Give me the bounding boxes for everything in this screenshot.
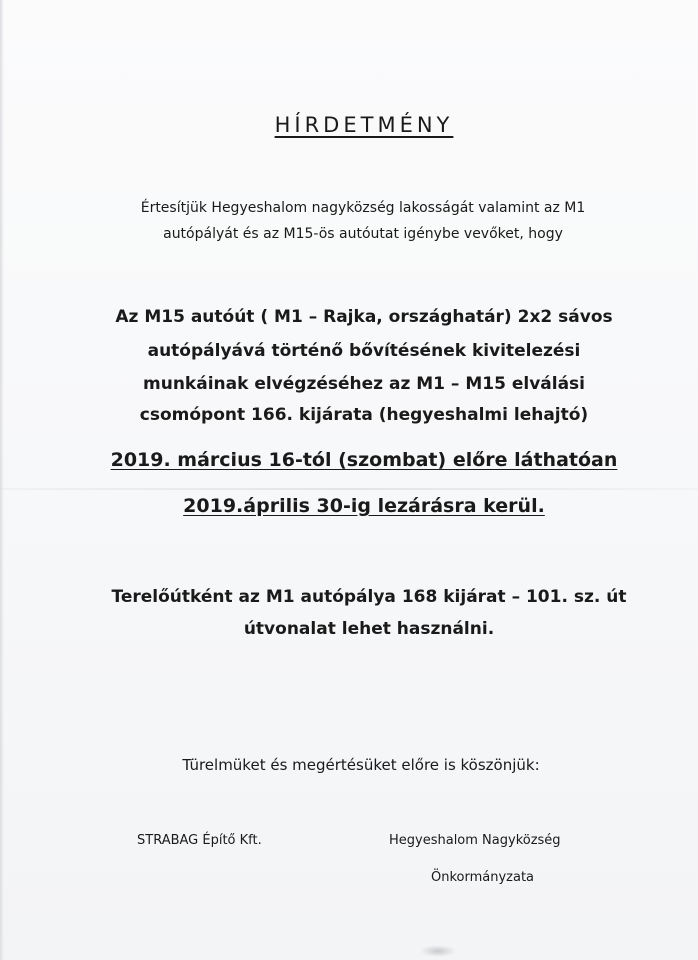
thanks-line: Türelmüket és megértésüket előre is köszönjük: [182,756,540,774]
intro-line-1: Értesítjük Hegyeshalom nagyközség lakosságát valamint az M1 [140,200,586,216]
body-line-4: csomópont 166. kijárata (hegyeshalmi lehajtó) [139,405,589,425]
notice-title: HÍRDETMÉNY [274,113,454,137]
body-line-2: autópályává történő bővítésének kivitelezési [147,341,581,361]
detour-line-2: útvonalat lehet használni. [243,619,495,639]
closure-start-date: 2019. március 16-tól (szombat) előre láthatóan [110,449,618,471]
paper-edge-shadow [0,0,4,960]
body-line-1: Az M15 autóút ( M1 – Rajka, országhatár) 2x2 sávos [115,307,613,327]
signature-municipality-line-1: Hegyeshalom Nagyközség [389,833,561,848]
closure-end-date: 2019.április 30-ig lezárásra kerül. [183,495,545,517]
body-line-3: munkáinak elvégzéséhez az M1 – M15 elválási [143,374,585,394]
signature-strabag: STRABAG Építő Kft. [137,833,262,848]
intro-line-2: autópályát és az M15-ös autóutat igénybe vevőket, hogy [163,226,563,242]
signature-municipality-line-2: Önkormányzata [431,870,535,885]
paper-fold-line [0,488,698,490]
scan-smudge [420,945,456,957]
detour-line-1: Terelőútként az M1 autópálya 168 kijárat – 101. sz. út [111,587,627,607]
